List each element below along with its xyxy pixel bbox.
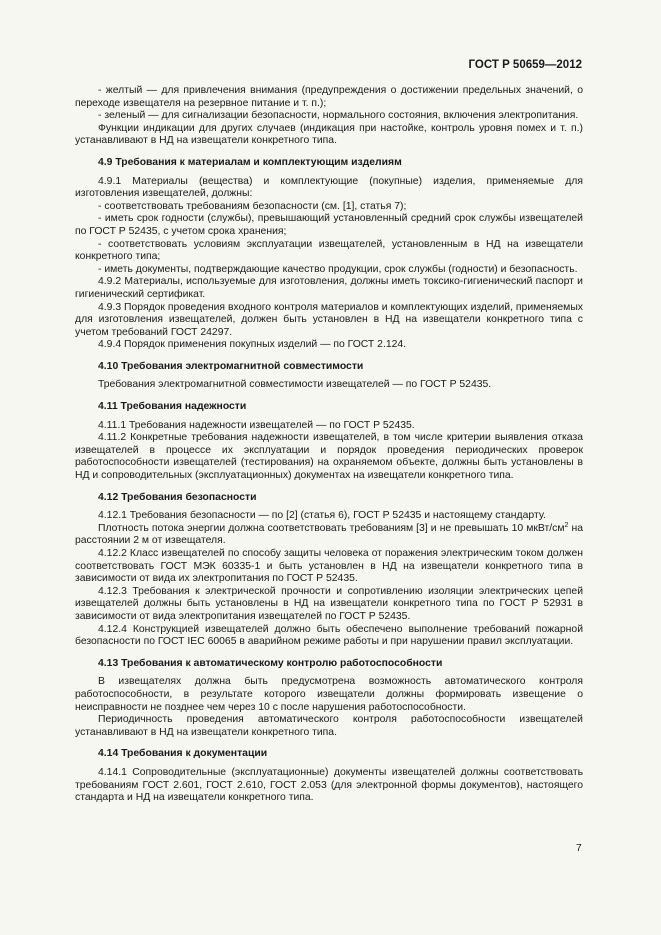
paragraph: - зеленый — для сигнализации безопасности, нормального состояния, включения электропитания. [98,110,579,122]
paragraph: 4.12.3 Требования к электрической прочности и сопротивлению изоляции электрических цепей извещателей должны быть установлены в НД на извещатели конкретного типа по ГОСТ Р 52931 в зависимости от вида электропитания извещателей по ГОСТ Р 52435. [75,585,583,622]
paragraph: 4.9.1 Материалы (вещества) и комплектующие (покупные) изделия, применяемые для изготовления извещателей, должны: [75,175,583,200]
paragraph: - желтый — для привлечения внимания (предупреждения о достижении предельных значений, о переходе извещателя на резервное питание и т. п.); [75,85,583,109]
list-item: - иметь документы, подтверждающие качество продукции, срок службы (годности) и безопасность. [98,263,578,275]
paragraph: 4.12.4 Конструкцией извещателей должно быть обеспечено выполнение требований пожарной безопасности по ГОСТ IEC 60065 в аварийном режиме работы и при нарушении правил эксплуатации. [75,623,583,648]
section-heading-4-14: 4.14 Требования к документации [98,748,268,760]
paragraph: 4.12.1 Требования безопасности — по [2] (статья 6), ГОСТ Р 52435 и настоящему стандарту. [98,510,546,522]
paragraph: 4.9.2 Материалы, используемые для изготовления, должны иметь токсико-гигиенический паспорт и гигиенический сертификат. [75,276,583,300]
section-heading-4-10: 4.10 Требования электромагнитной совместимости [98,360,364,372]
section-heading-4-11: 4.11 Требования надежности [98,401,247,413]
list-item: - иметь срок годности (службы), превышающий установленный средний срок службы извещателей по ГОСТ Р 52435, с учетом срока хранения; [75,213,583,237]
section-heading-4-13: 4.13 Требования к автоматическому контролю работоспособности [98,657,443,669]
paragraph: 4.12.2 Класс извещателей по способу защиты человека от поражения электрическим током должен соответствовать ГОСТ МЭК 60335-1 и быть установлен в НД на извещатели конкретного типа в зависимости от вида их электропитания по ГОСТ Р 52435. [75,548,583,585]
list-item: - соответствовать условиям эксплуатации извещателей, установленным в НД на извещатели конкретного типа; [75,238,583,263]
paragraph: Функции индикации для других случаев (индикация при настойке, контроль уровня помех и т. п.) устанавливают в НД на извещатели конкретного типа. [75,122,583,147]
paragraph: Периодичность проведения автоматического контроля работоспособности извещателей устанавливают в НД на извещатели конкретного типа. [75,714,583,738]
energy-density-tail: на расстоянии 2 м от извещателя. [75,522,584,547]
page-number: 7 [576,843,582,854]
paragraph-energy-density [75,523,583,548]
standard-number: ГОСТ Р 50659—2012 [468,59,582,71]
paragraph: 4.14.1 Сопроводительные (эксплуатационные) документы извещателей должны соответствовать требованиям ГОСТ 2.601, ГОСТ 2.610, ГОСТ 2.053 (для электронной формы документов), настоящего стандарта и НД на извещатели конкретного типа. [75,766,583,804]
paragraph: 4.11.2 Конкретные требования надежности извещателей, в том числе критерии выявления отказа извещателей в процессе их эксплуатации и порядок проведения периодических проверок работоспособности извещателей (тестирования) на охраняемом объекте, должны быть установлены в НД и сопроводительных (эксплуатационных) документах на извещатели конкретного типа. [75,432,583,482]
section-heading-4-9: 4.9 Требования к материалам и комплектующим изделиям [98,156,402,168]
paragraph: 4.9.4 Порядок применения покупных изделий — по ГОСТ 2.124. [98,339,407,351]
section-heading-4-12: 4.12 Требования безопасности [98,491,257,503]
paragraph: Требования электромагнитной совместимости извещателей — по ГОСТ Р 52435. [98,379,492,391]
superscript: 2 [564,521,569,529]
list-item: - соответствовать требованиям безопасности (см. [1], статья 7); [98,200,407,212]
paragraph: 4.9.3 Порядок проведения входного контроля материалов и комплектующих изделий, применяемых для изготовления извещателей, должен быть установлен в НД на извещатели конкретного типа с учетом требований ГОСТ 24297. [75,301,583,338]
paragraph: 4.11.1 Требования надежности извещателей — по ГОСТ Р 52435. [98,419,415,431]
energy-density-text: Плотность потока энергии должна соответствовать требованиям [3] и не превышать 10 мкВт/см [98,522,565,534]
paragraph: В извещателях должна быть предусмотрена возможность автоматического контроля работоспособности, в результате которого извещатели должны формировать извещение о неисправности не позднее чем через 10 с после нарушения работоспособности. [75,676,583,713]
document-body [75,85,583,805]
